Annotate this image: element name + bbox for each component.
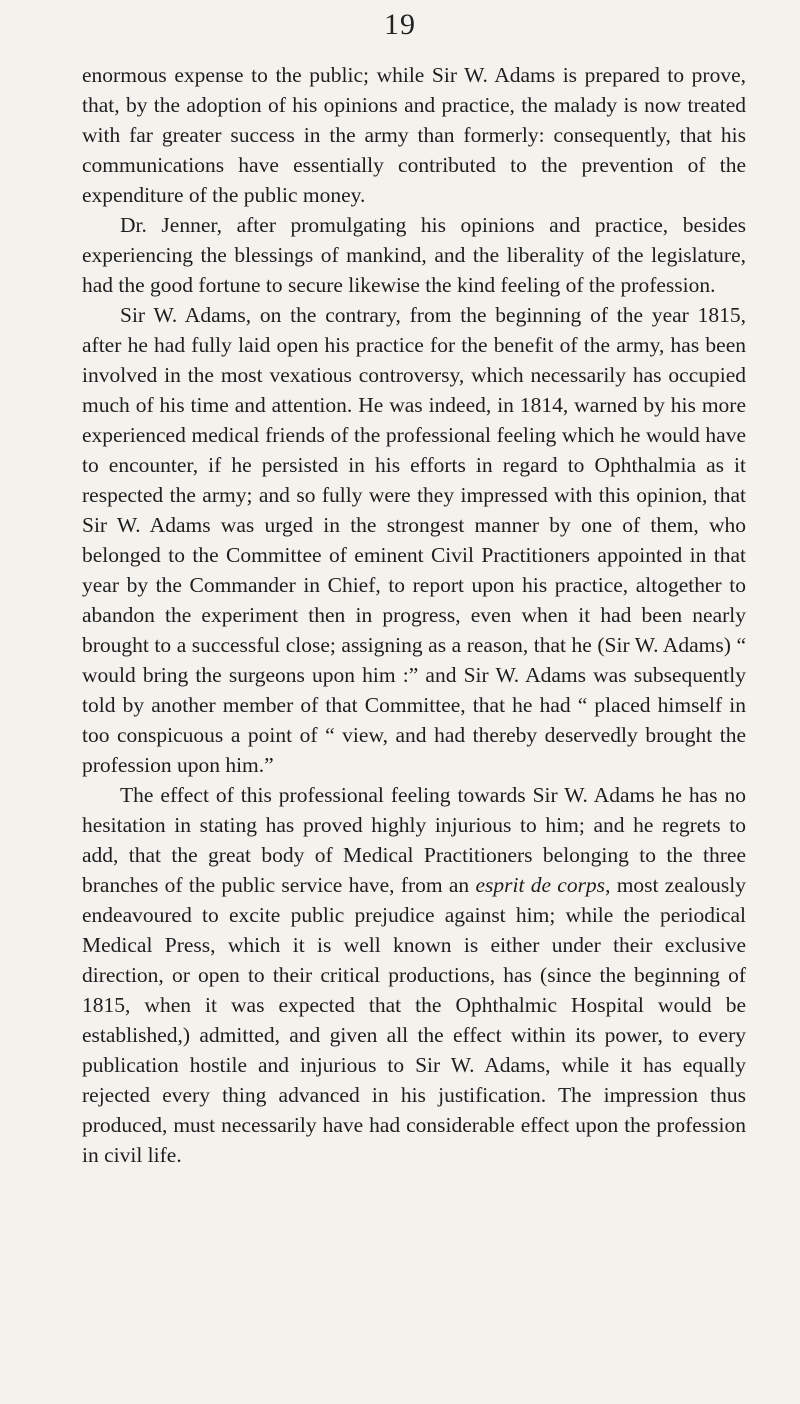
paragraph-4-before: The effect of this professional feeling towards Sir W. Adams he has no hesitation in stating has proved highly injurious to him; and he regrets to add, that the great body of Medical Practitioners belonging to the three branches of the public service have, from an <box>82 783 746 897</box>
paragraph-4-after: , most zealously endeavoured to excite public prejudice against him; while the periodical Medical Press, which it is well known is either under their exclusive direction, or open to their critical productions, has (since the beginning of 1815, when it was expected that the Ophthalmic Hospital would be established,) admitted, and given all the effect within its power, to every publication hostile and injurious to Sir W. Adams, while it has equally rejected every thing advanced in his justification. The impression thus produced, must necessarily have had considerable effect upon the profession in civil life. <box>82 873 746 1167</box>
paragraph-2: Dr. Jenner, after promulgating his opinions and practice, besides experiencing the blessings of mankind, and the liberality of the legislature, had the good fortune to secure likewise the kind feeling of the profession. <box>82 213 746 297</box>
paragraph-1: enormous expense to the public; while Sir W. Adams is prepared to prove, that, by the adoption of his opinions and practice, the malady is now treated with far greater success in the army than formerly: consequently, that his communications have essentially contributed to the prevention of the expenditure of the public money. <box>82 63 746 207</box>
paragraph-3: Sir W. Adams, on the contrary, from the beginning of the year 1815, after he had fully laid open his practice for the benefit of the army, has been involved in the most vexatious controversy, which necessarily has occupied much of his time and attention. He was indeed, in 1814, warned by his more experienced medical friends of the professional feeling which he would have to encounter, if he persisted in his efforts in regard to Ophthalmia as it respected the army; and so fully were they impressed with this opinion, that Sir W. Adams was urged in the strongest manner by one of them, who belonged to the Committee of eminent Civil Practitioners appointed in that year by the Commander in Chief, to report upon his practice, altogether to abandon the experiment then in progress, even when it had been nearly brought to a successful close; assigning as a reason, that he (Sir W. Adams) “ would bring the surgeons upon him :” and Sir W. Adams was subsequently told by another member of that Committee, that he had “ placed himself in too conspicuous a point of “ view, and had thereby deservedly brought the profession upon him.” <box>82 303 746 777</box>
text-body <box>82 60 746 1170</box>
paragraph-4 <box>82 780 746 1170</box>
italic-phrase: esprit de corps <box>475 873 606 897</box>
page-number: 19 <box>384 8 416 41</box>
